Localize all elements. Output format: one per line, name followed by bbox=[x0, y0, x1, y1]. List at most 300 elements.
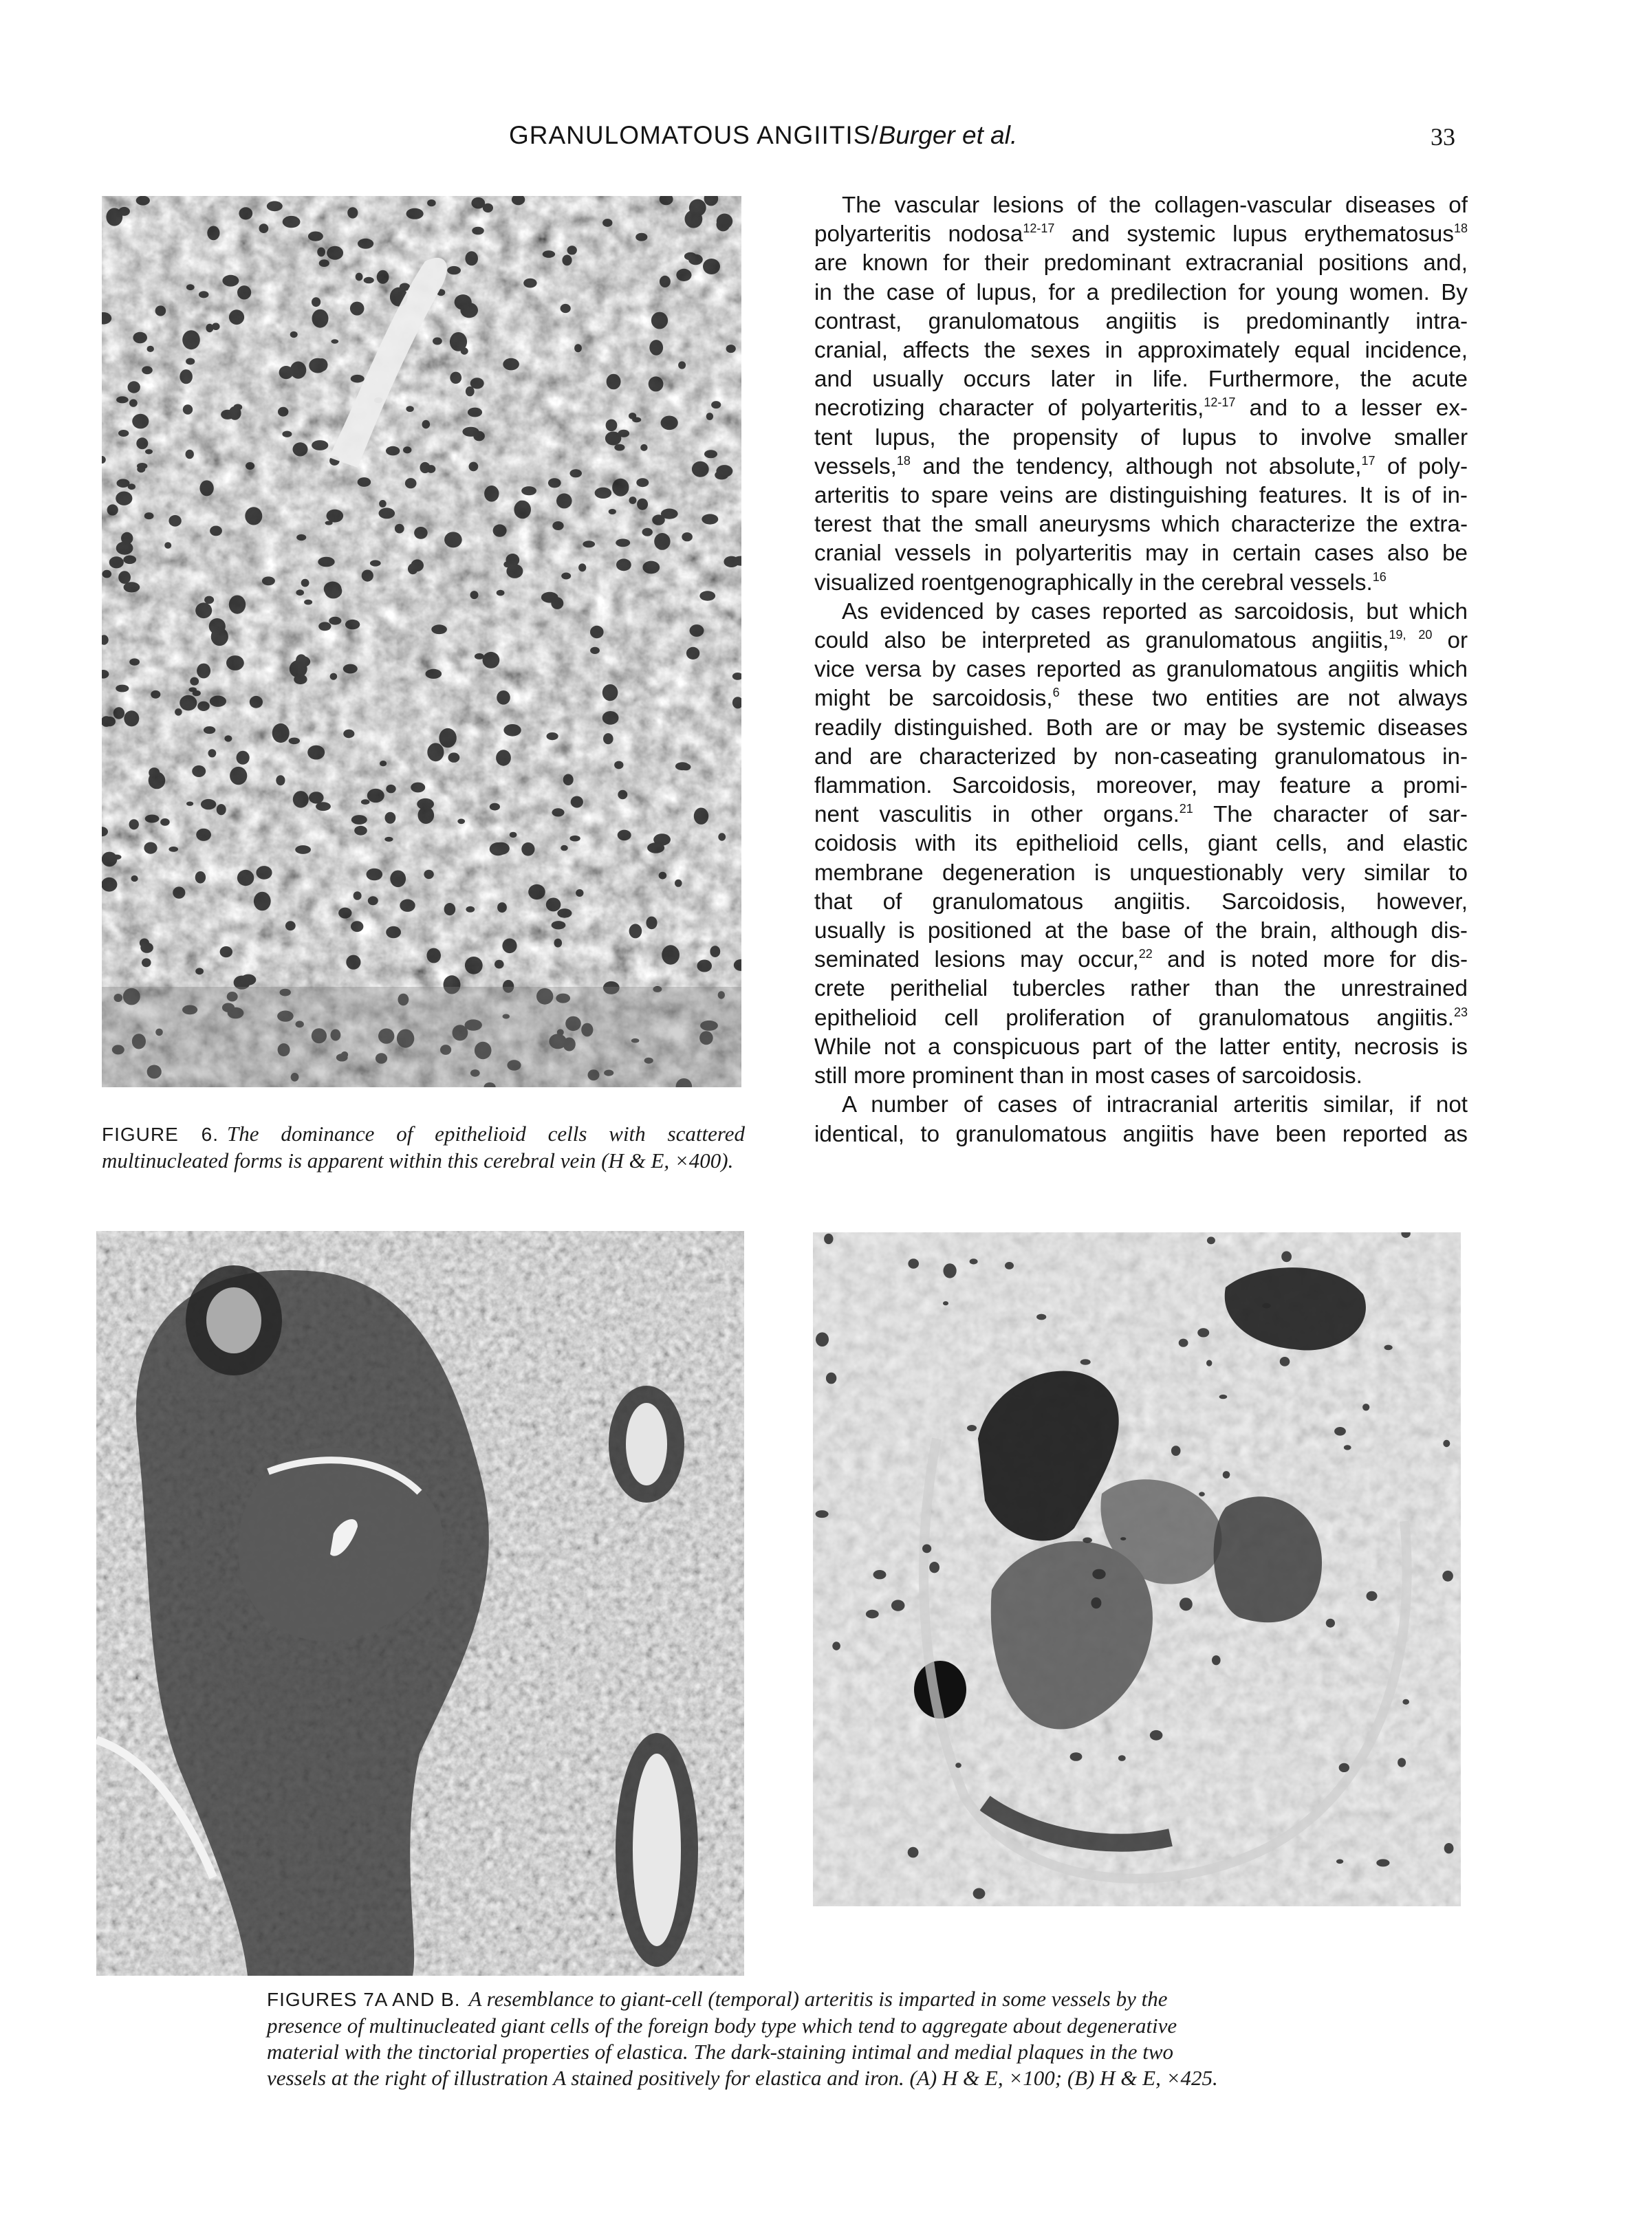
cell-nucleus bbox=[195, 602, 212, 618]
cell-nucleus bbox=[635, 233, 647, 241]
cell-nucleus bbox=[241, 974, 256, 985]
cell-nucleus bbox=[1344, 1445, 1351, 1450]
cell-nucleus bbox=[364, 277, 374, 284]
cell-nucleus bbox=[567, 246, 577, 254]
cell-nucleus bbox=[254, 892, 271, 911]
cell-nucleus bbox=[183, 404, 193, 414]
cell-nucleus bbox=[422, 420, 431, 429]
cell-nucleus bbox=[350, 302, 365, 316]
cell-nucleus bbox=[384, 837, 393, 842]
cell-nucleus bbox=[301, 579, 309, 587]
text-run: these two entities are not always bbox=[1059, 686, 1468, 712]
cell-nucleus bbox=[358, 477, 371, 487]
cell-nucleus bbox=[602, 219, 612, 227]
cell-nucleus bbox=[230, 767, 247, 785]
cell-nucleus bbox=[379, 500, 387, 508]
cell-nucleus bbox=[351, 815, 367, 825]
cell-nucleus bbox=[472, 227, 484, 235]
cell-nucleus bbox=[377, 270, 389, 284]
cell-nucleus bbox=[1384, 1345, 1393, 1351]
cell-nucleus bbox=[351, 921, 363, 932]
text-line bbox=[814, 626, 1468, 655]
cell-nucleus bbox=[140, 939, 149, 948]
cell-nucleus bbox=[1281, 1251, 1292, 1262]
text-run: seminated lesions may occur, bbox=[814, 947, 1139, 973]
body-paragraph-2 bbox=[814, 598, 1468, 1091]
cell-nucleus bbox=[197, 664, 210, 679]
cell-nucleus bbox=[121, 532, 133, 545]
cell-nucleus bbox=[319, 259, 329, 267]
cell-nucleus bbox=[497, 590, 505, 596]
cell-nucleus bbox=[116, 685, 129, 693]
cell-nucleus bbox=[345, 620, 360, 629]
cell-nucleus bbox=[358, 239, 373, 249]
cell-nucleus bbox=[316, 358, 327, 371]
cell-nucleus bbox=[217, 804, 226, 815]
cell-nucleus bbox=[406, 208, 424, 219]
text-run: and is noted more for dis- bbox=[1152, 947, 1468, 973]
text-run: The character of sar- bbox=[1193, 802, 1468, 828]
cell-nucleus bbox=[490, 803, 500, 811]
cell-nucleus bbox=[548, 478, 561, 488]
body-text bbox=[814, 191, 1468, 1149]
cell-nucleus bbox=[1443, 1440, 1450, 1447]
caption-line bbox=[267, 2065, 1305, 2091]
cell-nucleus bbox=[278, 407, 288, 417]
cell-nucleus bbox=[651, 312, 668, 329]
cell-nucleus bbox=[186, 450, 194, 459]
text-run: nent vasculitis in other organs. bbox=[814, 802, 1180, 828]
cell-nucleus bbox=[317, 248, 325, 257]
cell-nucleus bbox=[267, 201, 283, 211]
text-run: might be sarcoidosis, bbox=[814, 686, 1053, 712]
cell-nucleus bbox=[718, 833, 726, 840]
citation-superscript: 18 bbox=[1453, 221, 1468, 236]
cell-nucleus bbox=[312, 440, 328, 450]
cell-nucleus bbox=[1207, 1236, 1215, 1244]
text-line bbox=[814, 453, 1468, 481]
cell-nucleus bbox=[475, 653, 484, 659]
cell-nucleus bbox=[929, 1562, 939, 1573]
cell-nucleus bbox=[296, 654, 307, 666]
cell-nucleus bbox=[1091, 1598, 1101, 1609]
caption-line-text: A resemblance to giant-cell (temporal) arteritis is imparted in some vessels by the bbox=[468, 1987, 1168, 2011]
cell-nucleus bbox=[562, 255, 572, 266]
cell-nucleus bbox=[699, 591, 715, 600]
cell-nucleus bbox=[1336, 1860, 1343, 1864]
text-line: usually is positioned at the base of the brain, although dis- bbox=[814, 918, 1468, 944]
cell-nucleus bbox=[129, 658, 140, 665]
cell-nucleus bbox=[496, 750, 511, 765]
cell-nucleus bbox=[697, 960, 712, 972]
cell-nucleus bbox=[1223, 1471, 1230, 1479]
cell-nucleus bbox=[967, 1425, 977, 1431]
cell-nucleus bbox=[465, 251, 478, 265]
cell-nucleus bbox=[514, 501, 531, 519]
cell-nucleus bbox=[169, 847, 178, 852]
cell-nucleus bbox=[109, 556, 124, 568]
citation-superscript: 12-17 bbox=[1204, 395, 1236, 410]
cell-nucleus bbox=[367, 869, 383, 881]
cell-nucleus bbox=[873, 1570, 887, 1579]
cell-nucleus bbox=[246, 462, 254, 470]
cell-nucleus bbox=[285, 921, 296, 930]
cell-nucleus bbox=[1037, 1449, 1048, 1461]
cell-nucleus bbox=[1206, 1360, 1212, 1366]
cell-nucleus bbox=[386, 446, 400, 456]
cell-nucleus bbox=[469, 462, 479, 472]
cell-nucleus bbox=[180, 369, 193, 384]
cell-nucleus bbox=[702, 514, 718, 524]
cell-nucleus bbox=[1444, 1843, 1454, 1853]
cell-nucleus bbox=[1197, 1328, 1209, 1337]
cell-nucleus bbox=[706, 413, 713, 420]
cell-nucleus bbox=[144, 842, 157, 854]
cell-nucleus bbox=[497, 902, 507, 913]
cell-nucleus bbox=[473, 431, 485, 441]
cell-nucleus bbox=[379, 508, 395, 519]
cell-nucleus bbox=[210, 696, 226, 707]
text-line bbox=[814, 684, 1468, 713]
cell-nucleus bbox=[690, 624, 704, 637]
cell-nucleus bbox=[245, 507, 262, 525]
text-line: contrast, granulomatous angiitis is predominantly intra- bbox=[814, 308, 1468, 334]
cell-nucleus bbox=[117, 479, 130, 488]
text-line: The vascular lesions of the collagen-vascular diseases of bbox=[842, 193, 1468, 218]
cell-nucleus bbox=[309, 792, 324, 803]
cell-nucleus bbox=[207, 226, 219, 241]
cell-nucleus bbox=[659, 872, 667, 880]
cell-nucleus bbox=[212, 323, 220, 330]
text-run: visualized roentgenographically in the cerebral vessels. bbox=[814, 569, 1373, 596]
cell-nucleus bbox=[124, 582, 140, 592]
text-line: tent lupus, the propensity of lupus to involve smaller bbox=[814, 424, 1468, 450]
cell-nucleus bbox=[546, 897, 561, 911]
cell-nucleus bbox=[460, 303, 478, 318]
text-line: and are characterized by non-caseating granulomatous in- bbox=[814, 743, 1468, 770]
cell-nucleus bbox=[483, 652, 500, 668]
caption-line-text: vessels at the right of illustration A stained positively for elastica and iron. (A) H & E, ×100; (B) H & E, ×425. bbox=[267, 2066, 1218, 2090]
cell-nucleus bbox=[541, 592, 558, 603]
cell-nucleus bbox=[503, 724, 521, 737]
cell-nucleus bbox=[557, 908, 572, 918]
cell-nucleus bbox=[395, 524, 404, 534]
cell-nucleus bbox=[1118, 1755, 1126, 1761]
cell-nucleus bbox=[678, 361, 686, 369]
citation-superscript: 6 bbox=[1052, 686, 1060, 700]
cell-nucleus bbox=[136, 437, 148, 449]
cell-nucleus bbox=[640, 444, 647, 451]
cell-nucleus bbox=[605, 432, 621, 446]
text-run: of poly- bbox=[1375, 453, 1468, 479]
cell-nucleus bbox=[137, 466, 145, 472]
cell-nucleus bbox=[661, 416, 678, 430]
cell-nucleus bbox=[229, 309, 244, 325]
cell-nucleus bbox=[144, 512, 154, 519]
cell-nucleus bbox=[675, 762, 690, 770]
cell-nucleus bbox=[113, 707, 124, 719]
cell-nucleus bbox=[229, 596, 246, 614]
cell-nucleus bbox=[944, 1263, 957, 1278]
text-run: and the tendency, although not absolute, bbox=[910, 453, 1362, 479]
cell-nucleus bbox=[224, 735, 232, 741]
cell-nucleus bbox=[1005, 1262, 1014, 1269]
cell-nucleus bbox=[192, 765, 206, 777]
cell-nucleus bbox=[329, 617, 341, 625]
cell-nucleus bbox=[406, 406, 413, 412]
cell-nucleus bbox=[506, 554, 519, 567]
cell-nucleus bbox=[276, 775, 285, 785]
cell-nucleus bbox=[457, 819, 465, 825]
cell-nucleus bbox=[466, 906, 475, 913]
cell-nucleus bbox=[726, 345, 736, 353]
cell-nucleus bbox=[675, 880, 682, 887]
cell-nucleus bbox=[1339, 1763, 1349, 1772]
cell-nucleus bbox=[420, 462, 430, 473]
text-line: While not a conspicuous part of the latter entity, necrosis is bbox=[814, 1034, 1468, 1060]
cell-nucleus bbox=[175, 708, 182, 716]
cell-nucleus bbox=[173, 886, 185, 898]
citation-superscript: 18 bbox=[896, 453, 911, 468]
cell-nucleus bbox=[676, 269, 691, 281]
cell-nucleus bbox=[471, 197, 485, 209]
cell-nucleus bbox=[293, 791, 309, 808]
figure-7b-micrograph bbox=[813, 1232, 1461, 1906]
citation-superscript: 21 bbox=[1179, 802, 1193, 816]
cell-nucleus bbox=[229, 406, 241, 420]
cell-nucleus bbox=[106, 208, 122, 226]
cell-nucleus bbox=[132, 414, 149, 429]
cell-nucleus bbox=[155, 305, 166, 316]
text-line: coidosis with its epithelioid cells, giant cells, and elastic bbox=[814, 831, 1468, 857]
cell-nucleus bbox=[123, 556, 136, 565]
cell-nucleus bbox=[142, 366, 153, 374]
cell-nucleus bbox=[431, 624, 447, 634]
text-run: polyarteritis nodosa bbox=[814, 221, 1023, 248]
cell-nucleus bbox=[180, 695, 197, 711]
cell-nucleus bbox=[226, 655, 244, 671]
text-line: that of granulomatous angiitis. Sarcoidosis, however, bbox=[814, 888, 1468, 915]
cell-nucleus bbox=[595, 488, 612, 499]
text-run: epithelioid cell proliferation of granulomatous angiitis. bbox=[814, 1005, 1454, 1031]
cell-nucleus bbox=[484, 486, 499, 502]
figure-7-label: FIGURES 7A AND B. bbox=[267, 1989, 461, 2010]
cell-nucleus bbox=[574, 344, 582, 352]
cell-nucleus bbox=[715, 470, 728, 479]
text-run: could also be interpreted as granulomatous angiitis, bbox=[814, 628, 1389, 654]
cell-nucleus bbox=[1398, 1758, 1406, 1767]
cell-nucleus bbox=[105, 717, 116, 726]
cell-nucleus bbox=[1219, 1395, 1228, 1399]
cell-nucleus bbox=[717, 214, 732, 229]
cell-nucleus bbox=[128, 381, 140, 393]
cell-nucleus bbox=[618, 790, 627, 799]
cell-nucleus bbox=[502, 939, 517, 954]
cell-nucleus bbox=[602, 711, 619, 725]
cell-nucleus bbox=[118, 571, 131, 584]
cell-nucleus bbox=[367, 789, 384, 803]
cell-nucleus bbox=[660, 276, 671, 287]
cell-nucleus bbox=[237, 285, 251, 299]
body-paragraph-1 bbox=[814, 191, 1468, 598]
figure-6-micrograph bbox=[102, 196, 741, 1087]
cell-nucleus bbox=[204, 596, 214, 604]
cell-nucleus bbox=[646, 917, 657, 930]
cell-nucleus bbox=[222, 275, 239, 287]
cell-nucleus bbox=[439, 728, 456, 748]
cell-nucleus bbox=[414, 527, 428, 539]
cell-nucleus bbox=[327, 246, 343, 260]
cell-nucleus bbox=[199, 291, 209, 298]
cell-nucleus bbox=[424, 870, 433, 879]
caption-line bbox=[267, 1986, 1305, 2013]
cell-nucleus bbox=[561, 845, 568, 851]
caption-line-text: presence of multinucleated giant cells of the foreign body type which tend to aggregate about degenerative bbox=[267, 2014, 1177, 2038]
cell-nucleus bbox=[307, 745, 325, 760]
cell-nucleus bbox=[444, 532, 462, 547]
cell-nucleus bbox=[186, 802, 193, 806]
cell-nucleus bbox=[427, 743, 444, 761]
cell-nucleus bbox=[427, 199, 436, 206]
cell-nucleus bbox=[250, 696, 263, 708]
cell-nucleus bbox=[290, 331, 298, 338]
cell-nucleus bbox=[1120, 1537, 1126, 1540]
cell-nucleus bbox=[362, 570, 373, 582]
cell-nucleus bbox=[318, 622, 331, 631]
cell-nucleus bbox=[182, 330, 200, 349]
cell-nucleus bbox=[296, 589, 304, 596]
cell-nucleus bbox=[468, 408, 482, 417]
cell-nucleus bbox=[102, 877, 117, 892]
cell-nucleus bbox=[190, 677, 199, 686]
cell-nucleus bbox=[208, 749, 217, 757]
citation-superscript: 23 bbox=[1453, 1005, 1468, 1019]
cell-nucleus bbox=[649, 340, 663, 356]
text-line: terest that the small aneurysms which characterize the extra- bbox=[814, 512, 1468, 538]
cell-nucleus bbox=[684, 252, 697, 261]
cell-nucleus bbox=[289, 738, 300, 745]
cell-nucleus bbox=[408, 563, 418, 574]
cell-nucleus bbox=[866, 1610, 879, 1619]
cell-nucleus bbox=[343, 730, 354, 739]
cell-nucleus bbox=[1150, 1730, 1163, 1741]
text-line: in the case of lupus, for a predilection for young women. By bbox=[814, 279, 1468, 305]
cell-nucleus bbox=[312, 309, 329, 328]
cell-nucleus bbox=[403, 446, 411, 453]
cell-nucleus bbox=[1199, 1492, 1205, 1496]
cell-nucleus bbox=[426, 948, 441, 963]
cell-nucleus bbox=[133, 332, 147, 344]
cell-nucleus bbox=[102, 570, 112, 578]
cell-nucleus bbox=[447, 266, 461, 274]
cell-nucleus bbox=[327, 510, 344, 523]
cell-nucleus bbox=[220, 946, 232, 957]
cell-nucleus bbox=[1070, 1752, 1083, 1761]
text-line: readily distinguished. Both are or may be systemic diseases bbox=[814, 715, 1468, 741]
text-line: cranial, affects the sexes in approximately equal incidence, bbox=[814, 338, 1468, 364]
cell-nucleus bbox=[325, 583, 342, 598]
cell-nucleus bbox=[710, 946, 720, 957]
cell-nucleus bbox=[703, 259, 720, 274]
cell-nucleus bbox=[149, 767, 160, 778]
cell-nucleus bbox=[411, 783, 425, 793]
page-number: 33 bbox=[1431, 123, 1455, 151]
cell-nucleus bbox=[211, 628, 228, 646]
cell-nucleus bbox=[164, 542, 171, 548]
cell-nucleus bbox=[124, 710, 139, 726]
cell-nucleus bbox=[330, 673, 338, 680]
cell-nucleus bbox=[400, 900, 415, 912]
cell-nucleus bbox=[637, 499, 648, 510]
cell-nucleus bbox=[426, 669, 442, 679]
cell-nucleus bbox=[943, 1301, 948, 1305]
cell-nucleus bbox=[116, 396, 129, 403]
cell-nucleus bbox=[711, 401, 721, 408]
cell-nucleus bbox=[1083, 1538, 1092, 1543]
cell-nucleus bbox=[614, 444, 624, 451]
cell-nucleus bbox=[201, 799, 216, 809]
cell-nucleus bbox=[908, 1258, 919, 1269]
cell-nucleus bbox=[602, 684, 618, 701]
cell-nucleus bbox=[196, 829, 211, 841]
text-line bbox=[814, 394, 1468, 423]
cell-nucleus bbox=[490, 842, 507, 855]
cell-nucleus bbox=[308, 232, 323, 241]
cell-nucleus bbox=[136, 196, 150, 206]
citation-superscript: 12-17 bbox=[1023, 221, 1055, 236]
cell-nucleus bbox=[569, 469, 582, 477]
cell-nucleus bbox=[583, 541, 595, 547]
cell-nucleus bbox=[569, 836, 580, 842]
citation-superscript: 16 bbox=[1372, 569, 1387, 584]
cell-nucleus bbox=[295, 845, 311, 854]
cell-nucleus bbox=[649, 376, 664, 391]
cell-nucleus bbox=[497, 690, 510, 705]
cell-nucleus bbox=[632, 417, 641, 423]
cell-nucleus bbox=[346, 955, 360, 970]
cell-nucleus bbox=[629, 497, 637, 504]
cell-nucleus bbox=[256, 866, 272, 880]
cell-nucleus bbox=[118, 430, 129, 437]
cell-nucleus bbox=[448, 752, 460, 762]
cell-nucleus bbox=[1036, 1314, 1046, 1320]
cell-nucleus bbox=[318, 557, 334, 567]
text-line bbox=[814, 800, 1468, 829]
cell-nucleus bbox=[386, 926, 401, 938]
cell-nucleus bbox=[283, 216, 301, 228]
text-line bbox=[814, 569, 1468, 598]
cell-nucleus bbox=[704, 450, 717, 458]
cell-nucleus bbox=[262, 576, 275, 585]
cell-nucleus bbox=[891, 1600, 905, 1611]
cell-nucleus bbox=[237, 751, 250, 765]
text-line: As evidenced by cases reported as sarcoidosis, but which bbox=[842, 598, 1468, 624]
figure-6-caption-text: The dominance of epithelioid cells with scattered multinucleated forms is apparent within this cerebral vein (H & E, ×400). bbox=[102, 1122, 745, 1173]
cell-nucleus bbox=[1092, 1569, 1105, 1580]
cell-nucleus bbox=[1280, 1357, 1290, 1366]
cell-nucleus bbox=[973, 1888, 986, 1899]
figure-6-label: FIGURE 6. bbox=[102, 1124, 219, 1145]
cell-nucleus bbox=[385, 812, 396, 824]
cell-nucleus bbox=[145, 815, 160, 823]
cell-nucleus bbox=[543, 250, 555, 258]
cell-nucleus bbox=[347, 207, 358, 218]
cell-nucleus bbox=[547, 732, 558, 740]
cell-nucleus bbox=[1442, 1571, 1453, 1582]
cell-nucleus bbox=[193, 690, 201, 697]
cell-nucleus bbox=[312, 297, 320, 307]
cell-nucleus bbox=[1179, 1339, 1188, 1347]
